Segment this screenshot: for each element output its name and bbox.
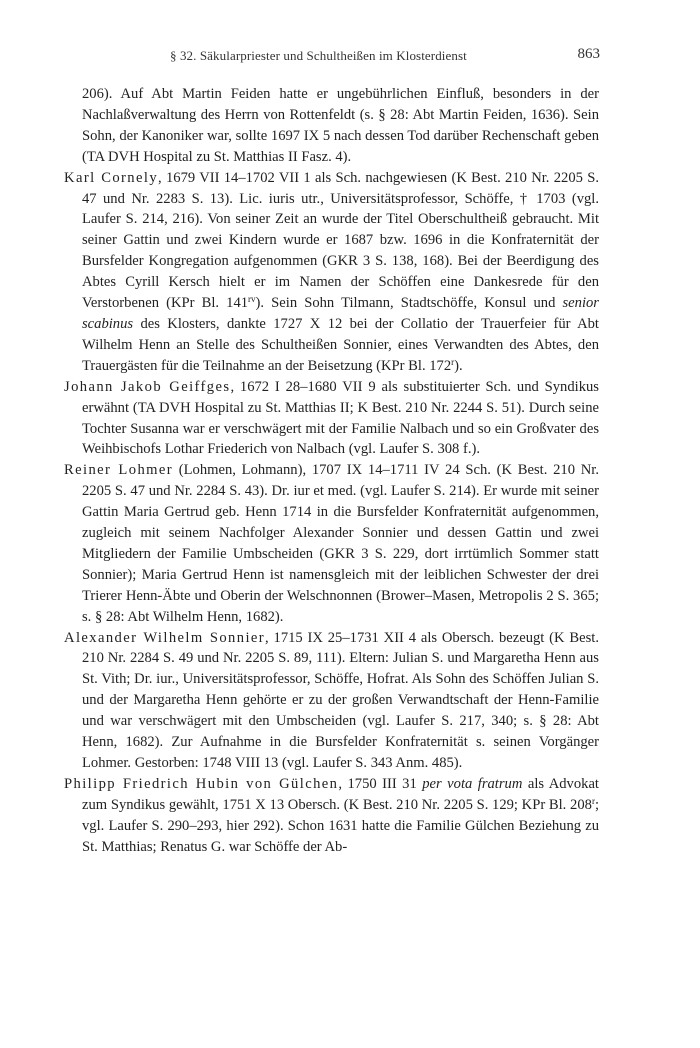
entry-text: ). xyxy=(454,357,463,374)
folio-superscript: r xyxy=(591,795,595,806)
entry-philipp-friedrich-hubin xyxy=(64,774,599,858)
latin-phrase: senior scabinus xyxy=(82,295,599,332)
running-title: § 32. Säkularpriester und Schultheißen im Klosterdienst xyxy=(170,48,467,63)
running-head xyxy=(60,46,600,66)
entry-text: ; vgl. Laufer S. 290–293, hier 292). Schon 1631 hatte die Familie Gülchen Beziehung zu St. Matthias; Renatus G. war Schöffe der Ab- xyxy=(82,796,599,855)
entry-text: des Klosters, dankte 1727 X 12 bei der Collatio der Trauerfeier für Abt Wilhelm Henn an Stelle des Schultheißen Sonnier, eines Verwandten des Abtes, den Trauergästen für die Teilnahme an der Beisetzung (KPr Bl. 172 xyxy=(82,315,599,374)
entry-name: Johann Jakob Geiffges xyxy=(64,378,231,395)
latin-phrase: per vota fratrum xyxy=(422,775,523,792)
entry-text: ). Sein Sohn Tilmann, Stadtschöffe, Konsul und xyxy=(255,295,563,312)
entry-alexander-wilhelm-sonnier xyxy=(64,628,599,774)
continuation-paragraph: 206). Auf Abt Martin Feiden hatte er ungebührlichen Einfluß, besonders in der Nachlaßverwaltung des Herrn von Rottenfeldt (s. § 28: Abt Martin Feiden, 1636). Sein Sohn, der Kanoniker war, sollte 1697 IX 5 nach dessen Tod darüber Rechenschaft geben (TA DVH Hospital zu St. Matthias II Fasz. 4). xyxy=(82,86,599,165)
entry-text: , 1672 I 28–1680 VII 9 als substituierter Sch. und Syndikus erwähnt (TA DVH Hospital zu St. Matthias II; K Best. 210 Nr. 2244 S. 51). Durch seine Tochter Susanna war er verschwägert mit der Familie Nalbach und so ein Großvater des Weihbischofs Lothar Friederich von Nalbach (vgl. Laufer S. 308 f.). xyxy=(82,378,599,458)
folio-superscript: rv xyxy=(248,294,256,305)
entry-reiner-lohmer xyxy=(64,460,599,627)
entry-text: als Advokat zum Syndikus gewählt, 1751 X 13 Obersch. (K Best. 210 Nr. 2205 S. 129; KPr Bl. 208 xyxy=(82,775,599,813)
entry-karl-cornely xyxy=(64,168,599,377)
entry-name: Alexander Wilhelm Sonnier xyxy=(64,629,266,646)
entry-text: , 1679 VII 14–1702 VII 1 als Sch. nachgewiesen (K Best. 210 Nr. 2205 S. 47 und Nr. 2283 S. 13). Lic. iuris utr., Universitätsprofessor, Schöffe, † 1703 (vgl. Laufer S. 214, 216). Von seiner Zeit an wurde der Titel Oberschultheiß gebraucht. Mit seiner Gattin und zwei Kindern wurde er 1687 bzw. 1696 in die Konfraternität der Bursfelder Kongregation aufgenommen (GKR 3 S. 138, 168). Bei der Beerdigung des Abtes Cyrill Kersch hielt er im Namen der Schöffen eine Dankesrede für den Verstorbenen (KPr Bl. 141 xyxy=(82,169,599,312)
body-text xyxy=(64,84,599,858)
entry-name: Karl Cornely xyxy=(64,169,159,186)
entry-name: Reiner Lohmer xyxy=(64,462,174,479)
entry-text: , 1750 III 31 xyxy=(338,775,423,792)
entry-text: (Lohmen, Lohmann), 1707 IX 14–1711 IV 24 Sch. (K Best. 210 Nr. 2205 S. 47 und Nr. 2284 S. 43). Dr. iur et med. (vgl. Laufer S. 214). Er wurde mit seiner Gattin Maria Gertrud geb. Henn 1714 in die Bursfelder Konfraternität aufgenommen, zugleich mit seinem Nachfolger Alexander Sonnier und dessen Gattin und zwei Mitgliedern der Familie Umbscheiden (GKR 3 S. 229, dort irrtümlich Sommer statt Sonnier); Maria Gertrud Henn ist namensgleich mit der leiblichen Schwester der drei Trierer Henn-Äbte und Oberin der Welschnonnen (Brower–Masen, Metropolis 2 S. 365; s. § 28: Abt Wilhelm Henn, 1682). xyxy=(82,462,599,625)
entry-name: Philipp Friedrich Hubin von Gülchen xyxy=(64,775,339,792)
folio-superscript: r xyxy=(451,356,455,367)
entry-johann-jakob-geiffges xyxy=(64,377,599,461)
page-number: 863 xyxy=(577,46,600,62)
entry-text: , 1715 IX 25–1731 XII 4 als Obersch. bezeugt (K Best. 210 Nr. 2284 S. 49 und Nr. 2205 S. 89, 111). Eltern: Julian S. und Margaretha Henn aus St. Vith; Dr. iur., Universitätsprofessor, Schöffe, Hofrat. Als Sohn des Schöffen Julian S. und der Margaretha Henn gehörte er zu der großen Verwandtschaft der Henn-Familie und war verschwägert mit den Umbscheiden (vgl. Laufer S. 217, 340; s. § 28: Abt Henn, 1682). Zur Aufnahme in die Bursfelder Konfraternität s. seinen Vorgänger Lohmer. Gestorben: 1748 VIII 13 (vgl. Laufer S. 343 Anm. 485). xyxy=(82,629,600,771)
